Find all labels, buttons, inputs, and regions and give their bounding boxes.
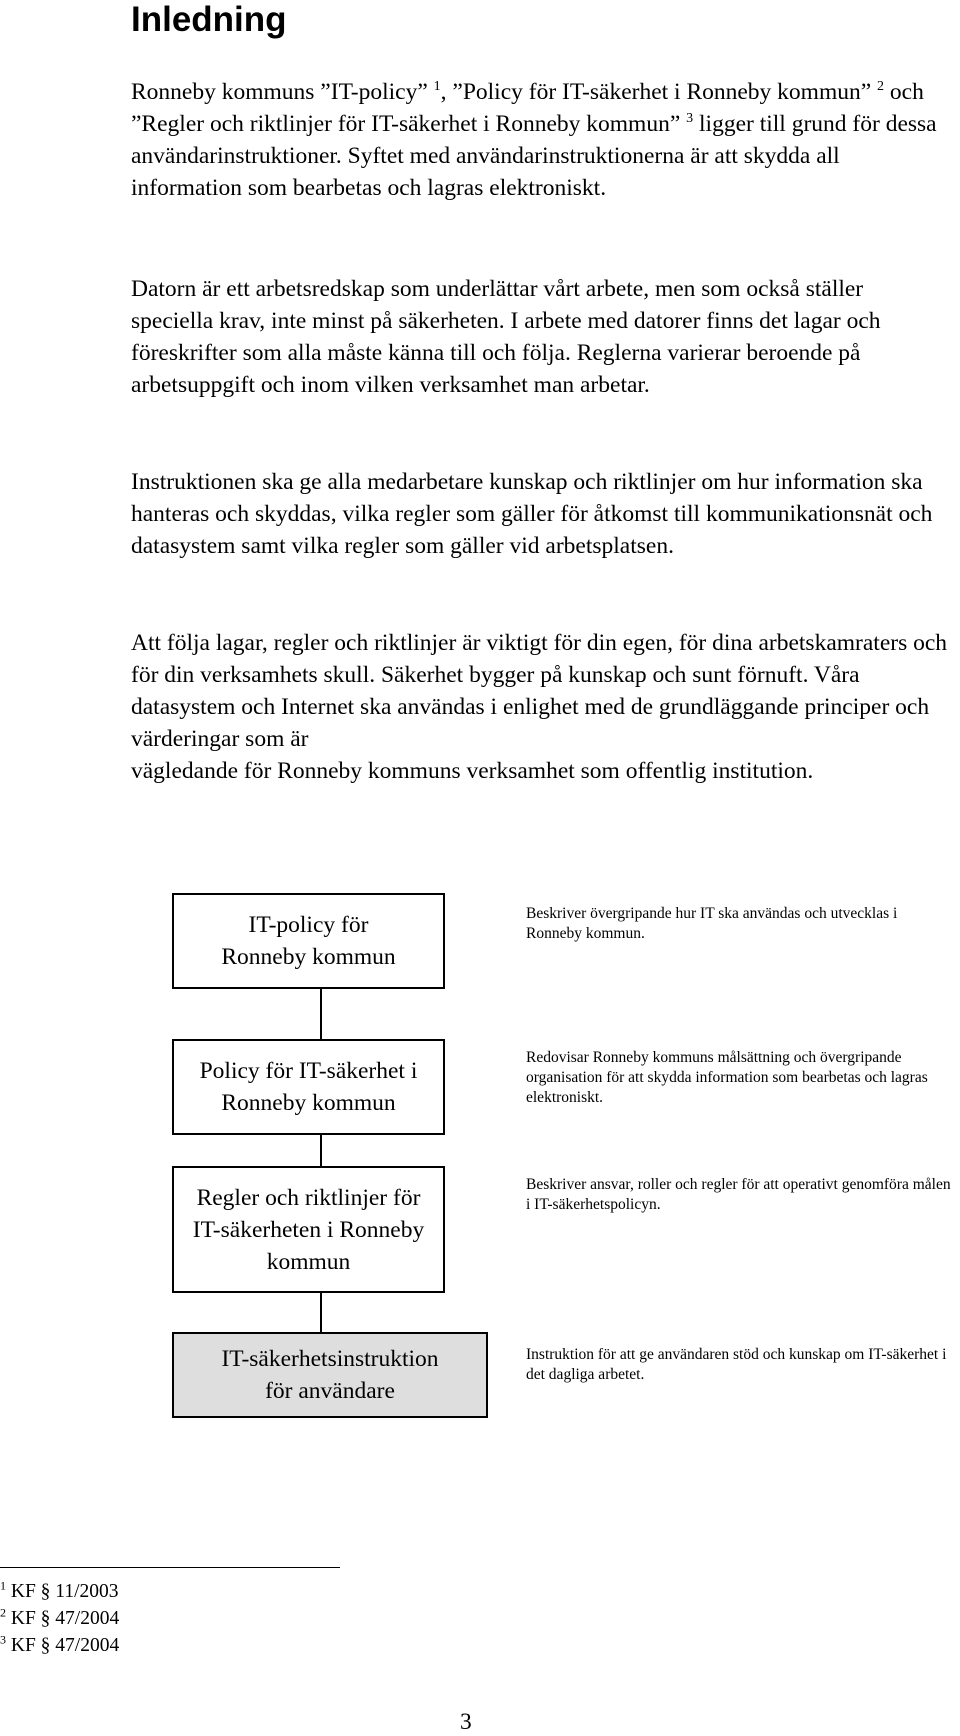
footnote-number: 2 — [0, 1605, 6, 1620]
hierarchy-description: Redovisar Ronneby kommuns målsättning och övergripande organisation för att skydda information som bearbetas och lagras elektroniskt. — [526, 1049, 928, 1106]
hierarchy-description: Beskriver ansvar, roller och regler för att operativt genomföra målen i IT-säkerhetspolicyn. — [526, 1176, 951, 1213]
box-label: Policy för IT-säkerhet i Ronneby kommun — [199, 1058, 418, 1116]
footnote — [0, 1605, 119, 1632]
intro-text-part1: Ronneby kommuns ”IT-policy” — [131, 79, 434, 105]
footnote-number: 3 — [0, 1632, 6, 1647]
paragraph-4-body: Att följa lagar, regler och riktlinjer är viktigt för din egen, för dina arbetskamraters och för din verksamhets skull. Säkerhet bygger på kunskap och sunt förnuft. Våra datasystem och Internet ska användas i enlighet med de grundläggande principer och värderingar som är — [131, 630, 948, 752]
hierarchy-description: Instruktion för att ge användaren stöd och kunskap om IT-säkerhet i det dagliga arbetet. — [526, 1346, 947, 1383]
page-heading: Inledning — [131, 0, 287, 39]
footnote-ref-3: 3 — [686, 111, 694, 127]
connector-line — [320, 1293, 322, 1332]
footnote-separator — [0, 1567, 340, 1568]
intro-text-part4: ligger till grund för dessa användarinstruktioner. Syftet med användarinstruktionerna är att skydda all information som bearbetas och lagras elektroniskt. — [131, 111, 937, 201]
connector-line — [320, 1135, 322, 1166]
intro-paragraph-3: Instruktionen ska ge alla medarbetare kunskap och riktlinjer om hur information ska hanteras och skyddas, vilka regler som gäller för åtkomst till kommunikationsnät och datasystem samt vilka regler som gäller vid arbetsplatsen. — [131, 469, 933, 559]
footnote-text: KF § 47/2004 — [10, 1635, 120, 1656]
footnote-ref-1: 1 — [433, 79, 441, 95]
box-label: IT-säkerhetsinstruktion för användare — [221, 1346, 439, 1404]
paragraph-4-last-line: vägledande för Ronneby kommuns verksamhet som offentlig institution. — [131, 758, 814, 784]
page-number: 3 — [460, 1709, 472, 1735]
intro-text-part2: , ”Policy för IT-säkerhet i Ronneby kommun” — [440, 79, 878, 105]
hierarchy-box-security-policy — [172, 1039, 445, 1135]
box-label: IT-policy för Ronneby kommun — [221, 912, 396, 970]
hierarchy-description: Beskriver övergripande hur IT ska användas och utvecklas i Ronneby kommun. — [526, 905, 898, 942]
intro-paragraph-4 — [131, 627, 951, 787]
connector-line — [320, 989, 322, 1039]
footnote-ref-2: 2 — [877, 79, 885, 95]
hierarchy-box-rules-guidelines — [172, 1166, 445, 1293]
hierarchy-box-it-policy — [172, 893, 445, 989]
footnote-number: 1 — [0, 1578, 6, 1593]
intro-paragraph-2: Datorn är ett arbetsredskap som underlättar vårt arbete, men som också ställer speciella krav, inte minst på säkerheten. I arbete med datorer finns det lagar och föreskrifter som alla måste känna till och följa. Reglerna varierar beroende på arbetsuppgift och inom vilken verksamhet man arbetar. — [131, 276, 881, 398]
footnote-text: KF § 11/2003 — [10, 1581, 119, 1602]
box-label: Regler och riktlinjer för IT-säkerheten i Ronneby kommun — [192, 1184, 425, 1275]
intro-text-part3: och ”Regler och riktlinjer för IT-säkerhet i Ronneby kommun” — [131, 79, 924, 137]
footnote — [0, 1632, 119, 1659]
hierarchy-box-user-instruction — [172, 1332, 488, 1418]
footnote — [0, 1578, 119, 1605]
intro-paragraph-1 — [131, 76, 951, 204]
footnote-text: KF § 47/2004 — [10, 1608, 120, 1629]
